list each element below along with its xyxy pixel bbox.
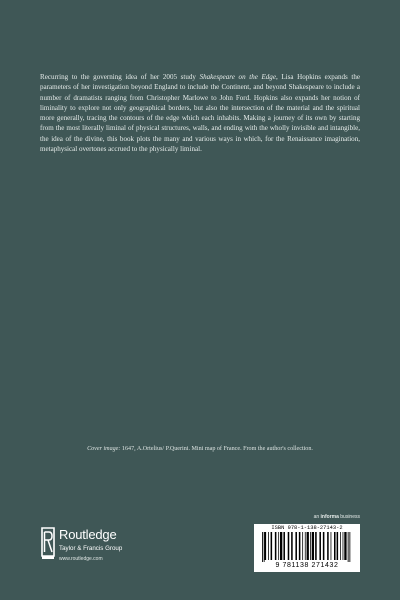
informa-brand: informa bbox=[320, 514, 339, 520]
publisher-name: Routledge bbox=[59, 527, 117, 542]
blurb-part-1: Recurring to the governing idea of her 2005 study bbox=[40, 73, 200, 81]
cover-image-credit bbox=[0, 446, 400, 452]
isbn-label: ISBN 978-1-138-27143-2 bbox=[271, 525, 343, 531]
informa-business-tag bbox=[314, 514, 360, 520]
informa-prefix: an bbox=[313, 514, 321, 520]
informa-suffix: business bbox=[338, 514, 360, 520]
barcode-bars bbox=[262, 532, 352, 563]
barcode-digits: 9 781138 271432 bbox=[254, 562, 360, 569]
cover-credit-text: 1647, A.Ortelius/ P.Querini. Mini map of France. From the author's collection. bbox=[120, 446, 313, 452]
blurb-book-title: Shakespeare on the Edge bbox=[199, 73, 276, 81]
barcode-panel bbox=[254, 524, 360, 572]
blurb-text bbox=[40, 72, 360, 154]
routledge-r-logo-icon bbox=[40, 526, 56, 560]
publisher-group: Taylor & Francis Group bbox=[59, 545, 123, 552]
publisher-url: www.routledge.com bbox=[59, 556, 103, 562]
cover-credit-label: Cover image: bbox=[87, 446, 121, 452]
blurb-part-2: , Lisa Hopkins expands the parameters of her investigation beyond England to include the Continent, and beyond Shakespeare to include a number of dramatists ranging from Christopher Marlowe to John Ford. Hopkins also expands her notion of liminality to explore not only geographical borders, but also the intersection of the material and the spiritual more generally, tracing the contours of the edge which each inhabits. Making a journey of its own by starting from the most literally liminal of physical structures, walls, and ending with the wholly invisible and intangible, the idea of the divine, this book plots the many and various ways in which, for the Renaissance imagination, metaphysical overtones accrued to the physically liminal. bbox=[40, 73, 360, 154]
publisher-block bbox=[40, 526, 180, 568]
